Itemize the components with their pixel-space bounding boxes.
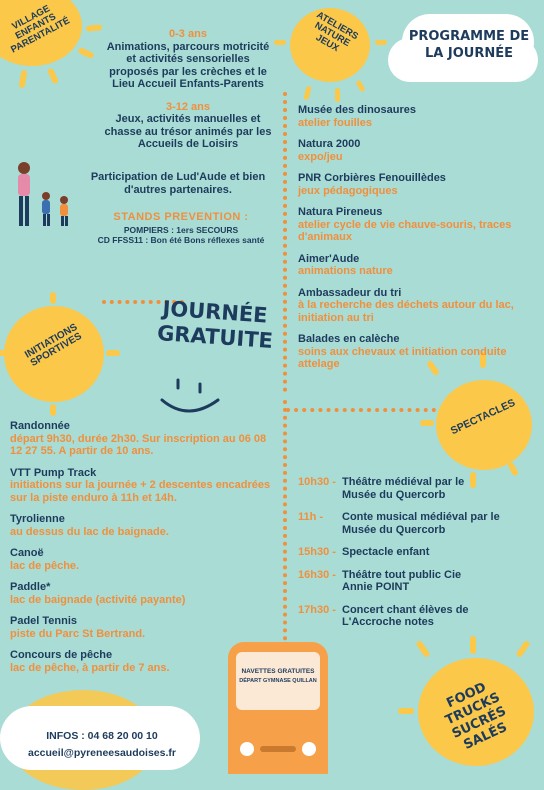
initiation-item: Randonnée départ 9h30, durée 2h30. Sur inscription au 06 08 12 27 55. A partir de 10 ans. [10, 420, 267, 457]
navettes-line-1: NAVETTES GRATUITES [241, 668, 315, 675]
village-participation: Participation de Lud'Aude et bien d'autres partenaires. [90, 171, 266, 196]
atelier-item: Musée des dinosaures atelier fouilles [298, 104, 416, 129]
village-title: VILLAGE ENFANTS PARENTALITÉ [9, 3, 72, 56]
bus-grille [260, 746, 296, 752]
ateliers-title: ATELIERS NATURE JEUX [312, 9, 361, 55]
village-age-1: 0-3 ans [169, 28, 207, 40]
bus-headlight-right [302, 742, 316, 756]
spectacle-item: 17h30 - Concert chant élèves de L'Accroche notes [298, 603, 469, 628]
initiation-item: Canoë lac de pêche. [10, 547, 80, 572]
navettes-line-2: DÉPART GYMNASE QUILLAN [239, 678, 317, 684]
journee-line-2: GRATUITE [156, 320, 274, 354]
atelier-item: Ambassadeur du tri à la recherche des déchets autour du lac, initiation au tri [298, 286, 514, 324]
village-age-1-text: Animations, parcours motricité et activités sensorielles proposés par les crèches et le Lieu Accueil Enfants-Parents [106, 40, 270, 90]
spectacle-item: 15h30 - Spectacle enfant [298, 546, 430, 558]
initiations-list [10, 420, 272, 674]
navette-bus [228, 642, 328, 774]
journee-line-1: JOURNÉE [161, 296, 269, 328]
initiation-item: Padel Tennis piste du Parc St Bertrand. [10, 615, 146, 640]
initiation-item: Concours de pêche lac de pêche, à partir de 7 ans. [10, 649, 170, 674]
village-section [102, 28, 274, 151]
atelier-item: Balades en calèche soins aux chevaux et initiation conduite attelage [298, 333, 507, 370]
spectacle-item: 16h30 - Théâtre tout public Cie Annie POINT [298, 568, 462, 593]
stands-pompiers: POMPIERS : 1ers SECOURS [123, 225, 239, 235]
atelier-item: Natura Pireneus atelier cycle de vie chauve-souris, traces d'animaux [298, 206, 512, 243]
spectacle-item: 10h30 - Théâtre médiéval par le Musée du Quercorb [298, 476, 465, 501]
programme-title: PROGRAMME DE LA JOURNÉE [408, 29, 530, 61]
bus-headlight-left [240, 742, 254, 756]
stands-title: STANDS PREVENTION : [113, 211, 249, 223]
ateliers-list [298, 104, 522, 371]
atelier-item: Natura 2000 expo/jeu [298, 138, 361, 163]
journee-gratuite [150, 296, 280, 354]
atelier-item: PNR Corbières Fenouillèdes jeux pédagogiques [298, 172, 446, 197]
stands-ffss: CD FFSS11 : Bon été Bons réflexes santé [97, 235, 265, 245]
spectacles-title: SPECTACLES [448, 396, 518, 438]
initiations-title: INITIATIONS SPORTIVES [23, 321, 84, 369]
initiation-item: Paddle* lac de baignade (activité payante) [10, 581, 186, 606]
infos-block [4, 730, 200, 759]
atelier-item: Aimer'Aude animations nature [298, 252, 393, 277]
village-age-2-text: Jeux, activités manuelles et chasse au trésor animés par les Accueils de Loisirs [104, 113, 272, 150]
spectacle-item: 11h - Conte musical médiéval par le Musée du Quercorb [298, 511, 500, 536]
stands-block [88, 211, 274, 245]
infos-phone: INFOS : 04 68 20 00 10 [46, 730, 158, 742]
divider-vertical-top [283, 92, 287, 392]
divider-horizontal-right [286, 408, 436, 412]
spectacles-list [298, 476, 508, 629]
family-illustration [8, 160, 82, 232]
divider-vertical-bottom [283, 400, 287, 680]
village-age-2: 3-12 ans [165, 100, 211, 113]
initiation-item: VTT Pump Track initiations sur la journée + 2 descentes encadrées sur la piste enduro à 11h et 14h. [10, 466, 271, 504]
smiley-icon [158, 376, 224, 416]
food-title: FOOD TRUCKS SUCRÉS SALÉS [443, 679, 510, 753]
initiation-item: Tyrolienne au dessus du lac de baignade. [10, 513, 169, 538]
infos-email[interactable]: accueil@pyreneesaudoises.fr [28, 746, 176, 759]
